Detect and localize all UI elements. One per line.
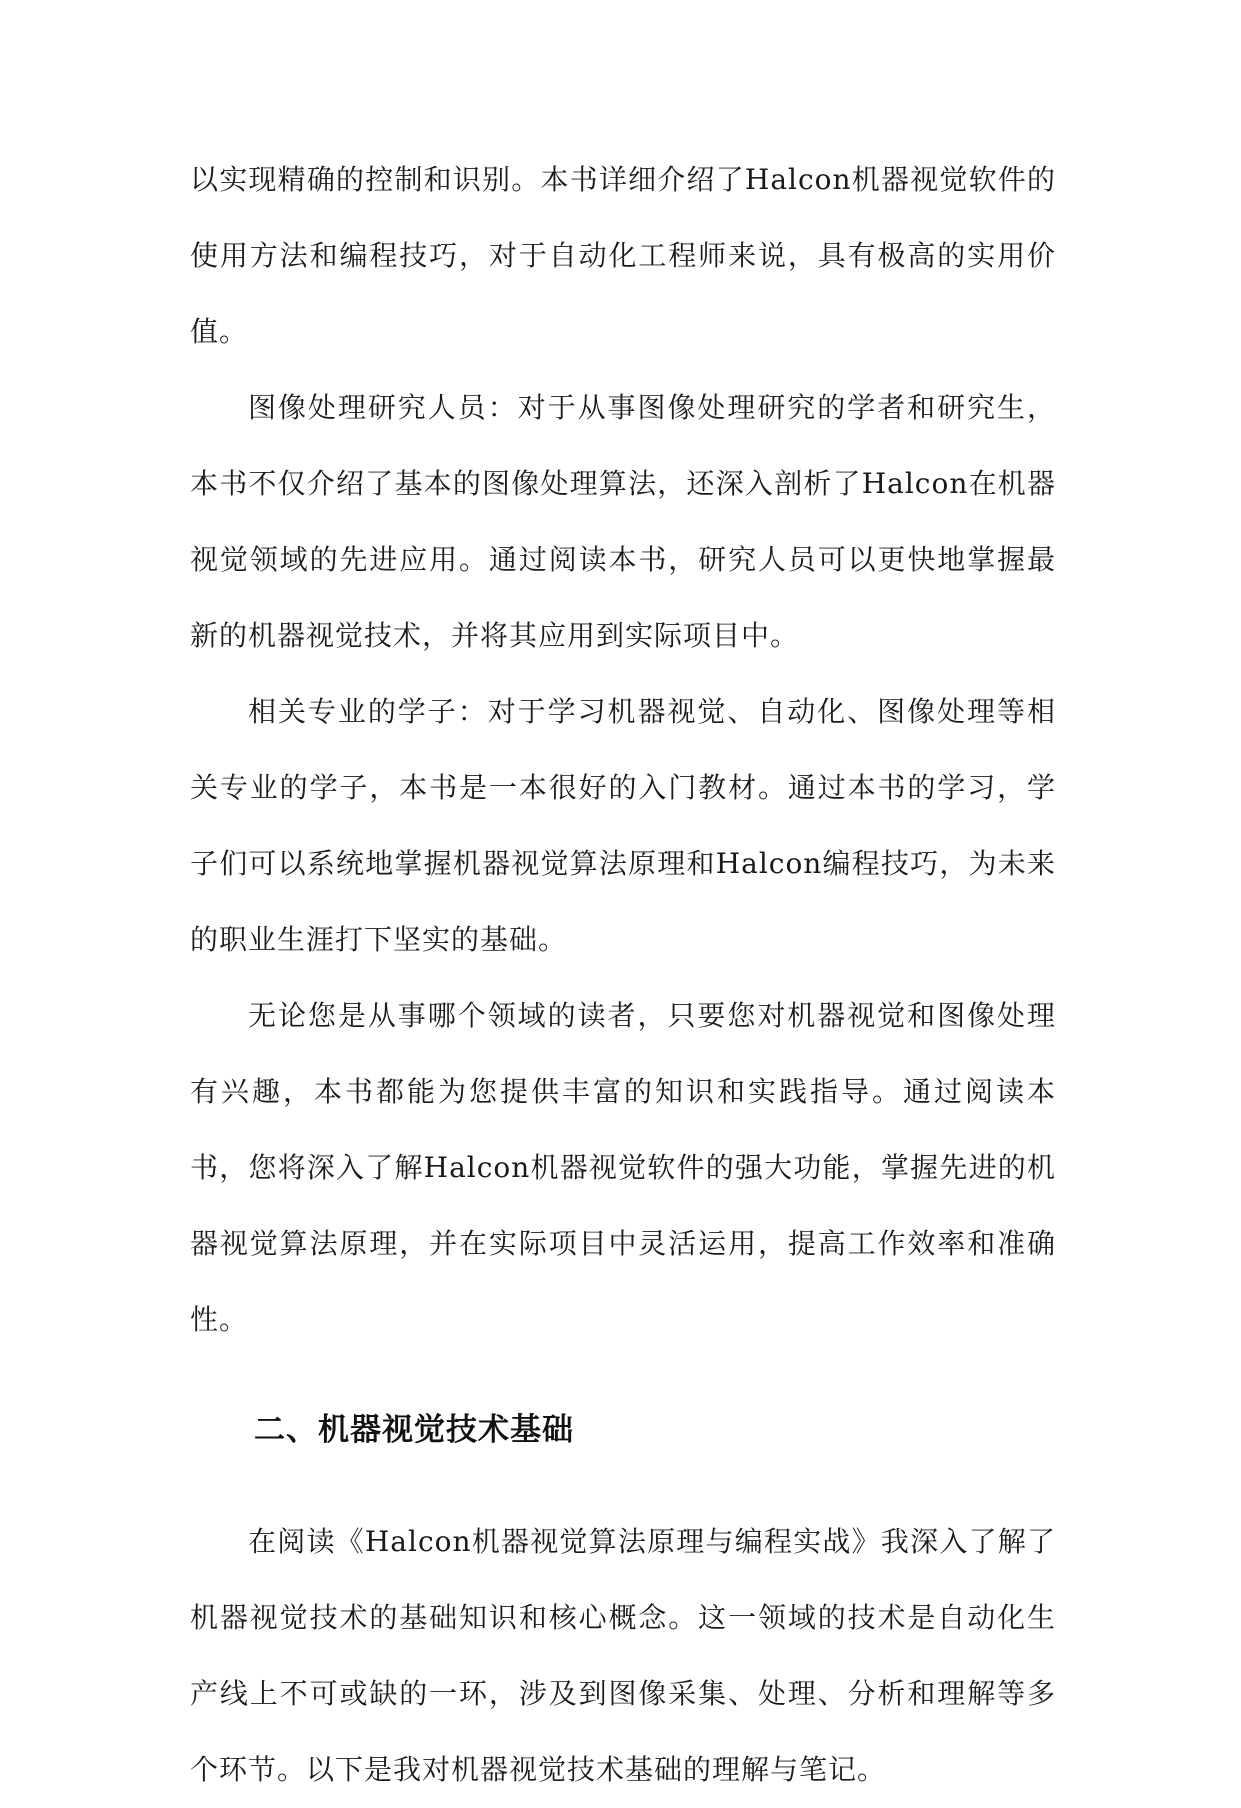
paragraph-continuation: 以实现精确的控制和识别。本书详细介绍了Halcon机器视觉软件的使用方法和编程技巧，对于自动化工程师来说，具有极高的实用价值。 <box>190 163 1056 348</box>
paragraph-students: 相关专业的学子：对于学习机器视觉、自动化、图像处理等相关专业的学子，本书是一本很好的入门教材。通过本书的学习，学子们可以系统地掌握机器视觉算法原理和Halcon编程技巧，为未来的职业生涯打下坚实的基础。 <box>190 695 1056 956</box>
section-heading: 二、机器视觉技术基础 <box>254 1412 574 1448</box>
paragraph-all-readers: 无论您是从事哪个领域的读者，只要您对机器视觉和图像处理有兴趣，本书都能为您提供丰富的知识和实践指导。通过阅读本书，您将深入了解Halcon机器视觉软件的强大功能，掌握先进的机器视觉算法原理，并在实际项目中灵活运用，提高工作效率和准确性。 <box>190 999 1056 1336</box>
paragraph-researchers: 图像处理研究人员：对于从事图像处理研究的学者和研究生，本书不仅介绍了基本的图像处理算法，还深入剖析了Halcon在机器视觉领域的先进应用。通过阅读本书，研究人员可以更快地掌握最新的机器视觉技术，并将其应用到实际项目中。 <box>190 391 1056 652</box>
paragraph-section-intro: 在阅读《Halcon机器视觉算法原理与编程实战》我深入了解了机器视觉技术的基础知识和核心概念。这一领域的技术是自动化生产线上不可或缺的一环，涉及到图像采集、处理、分析和理解等多个环节。以下是我对机器视觉技术基础的理解与笔记。 <box>190 1525 1056 1786</box>
document-body <box>190 142 1056 1808</box>
